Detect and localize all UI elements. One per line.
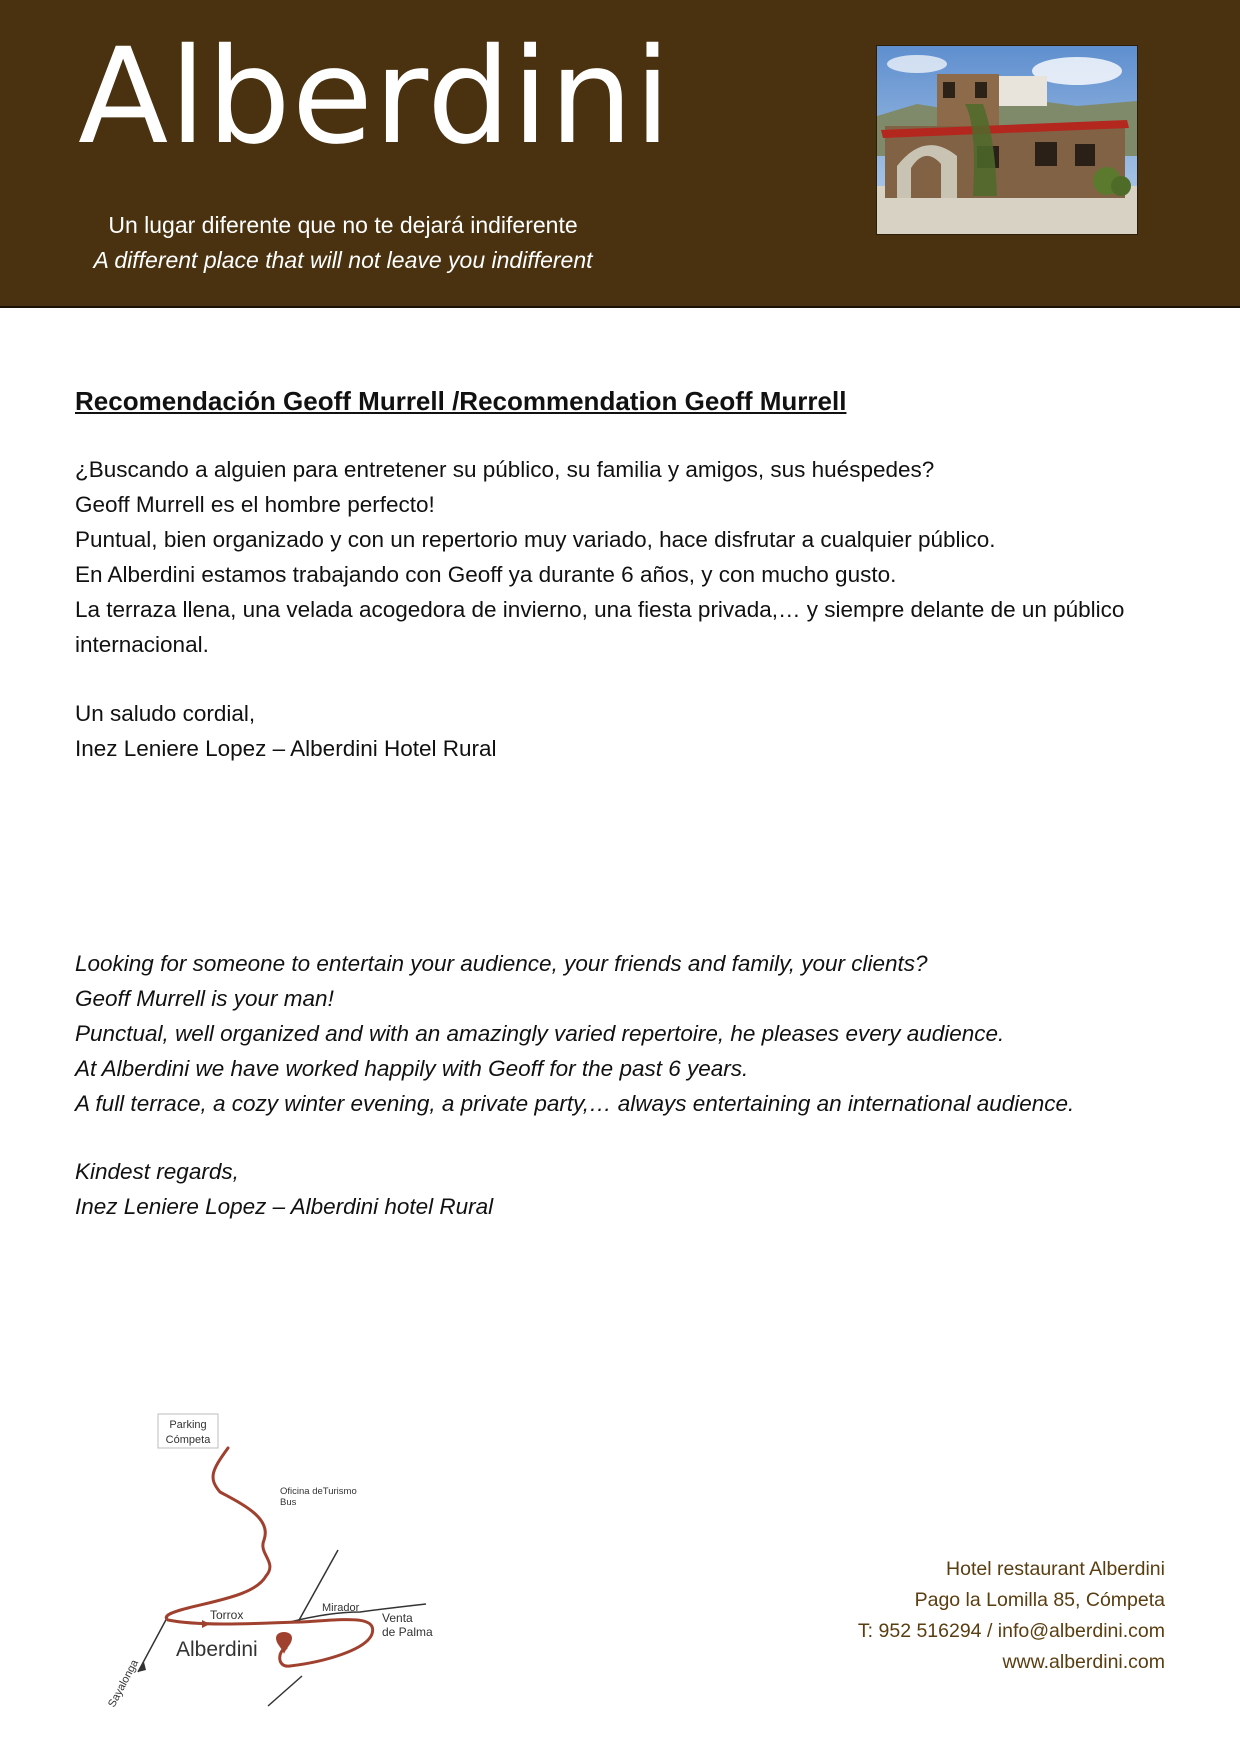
tagline-spanish: Un lugar diferente que no te dejará indiferente: [108, 212, 578, 238]
spanish-line: Geoff Murrell es el hombre perfecto!: [75, 492, 435, 517]
english-line: Looking for someone to entertain your audience, your friends and family, your clients?: [75, 951, 928, 976]
map-label-sayalonga: Sayalonga: [106, 1657, 142, 1710]
location-pin-icon: [276, 1632, 292, 1654]
map-label-competa: Cómpeta: [165, 1434, 211, 1446]
map-label-mirador: Mirador: [322, 1602, 360, 1614]
english-paragraph: [75, 946, 1155, 1121]
english-line: At Alberdini we have worked happily with Geoff for the past 6 years.: [75, 1056, 749, 1081]
contact-web: www.alberdini.com: [1002, 1651, 1165, 1673]
contact-address: Pago la Lomilla 85, Cómpeta: [914, 1589, 1165, 1611]
map-label-torrox: Torrox: [210, 1608, 244, 1622]
english-line: Geoff Murrell is your man!: [75, 986, 334, 1011]
spanish-line: Puntual, bien organizado y con un repertorio muy variado, hace disfrutar a cualquier público.: [75, 527, 996, 552]
spanish-signature: Inez Leniere Lopez – Alberdini Hotel Rural: [75, 736, 497, 761]
map-label-oficina: Oficina deTurismo: [280, 1486, 357, 1497]
hotel-photo: [876, 45, 1138, 235]
tagline-english: A different place that will not leave you indifferent: [93, 247, 593, 273]
spanish-closing: Un saludo cordial,: [75, 701, 256, 726]
road-sayalonga: [138, 1616, 168, 1672]
map-label-venta: Venta: [382, 1611, 413, 1625]
english-line: Punctual, well organized and with an amazingly varied repertoire, he pleases every audience.: [75, 1021, 1005, 1046]
map-label-bus: Bus: [280, 1497, 297, 1508]
route-line: [166, 1448, 372, 1666]
header-banner: [0, 0, 1240, 308]
spanish-signoff: [75, 696, 1155, 766]
spanish-line: La terraza llena, una velada acogedora de invierno, una fiesta privada,… y siempre delante de un público internacional.: [75, 597, 1125, 657]
map-label-alberdini: Alberdini: [176, 1638, 258, 1661]
contact-name: Hotel restaurant Alberdini: [946, 1558, 1165, 1580]
spanish-line: ¿Buscando a alguien para entretener su público, su familia y amigos, sus huéspedes?: [75, 457, 935, 482]
letter-title: Recomendación Geoff Murrell /Recommendation Geoff Murrell: [75, 386, 847, 416]
english-line: A full terrace, a cozy winter evening, a private party,… always entertaining an international audience.: [75, 1091, 1075, 1116]
contact-phone-email: T: 952 516294 / info@alberdini.com: [857, 1620, 1165, 1642]
spanish-line: En Alberdini estamos trabajando con Geoff ya durante 6 años, y con mucho gusto.: [75, 562, 897, 587]
spanish-paragraph: [75, 452, 1155, 662]
english-signoff: [75, 1154, 1155, 1224]
location-map: [80, 1400, 480, 1730]
map-label-parking: Parking: [169, 1419, 207, 1431]
map-label-de-palma: de Palma: [382, 1625, 433, 1639]
brand-title: Alberdini: [78, 20, 672, 174]
english-closing: Kindest regards,: [75, 1159, 239, 1184]
contact-block: [858, 1554, 1165, 1678]
route-arrow-icon: [202, 1620, 210, 1628]
road-south: [268, 1676, 302, 1706]
english-signature: Inez Leniere Lopez – Alberdini hotel Rural: [75, 1194, 494, 1219]
